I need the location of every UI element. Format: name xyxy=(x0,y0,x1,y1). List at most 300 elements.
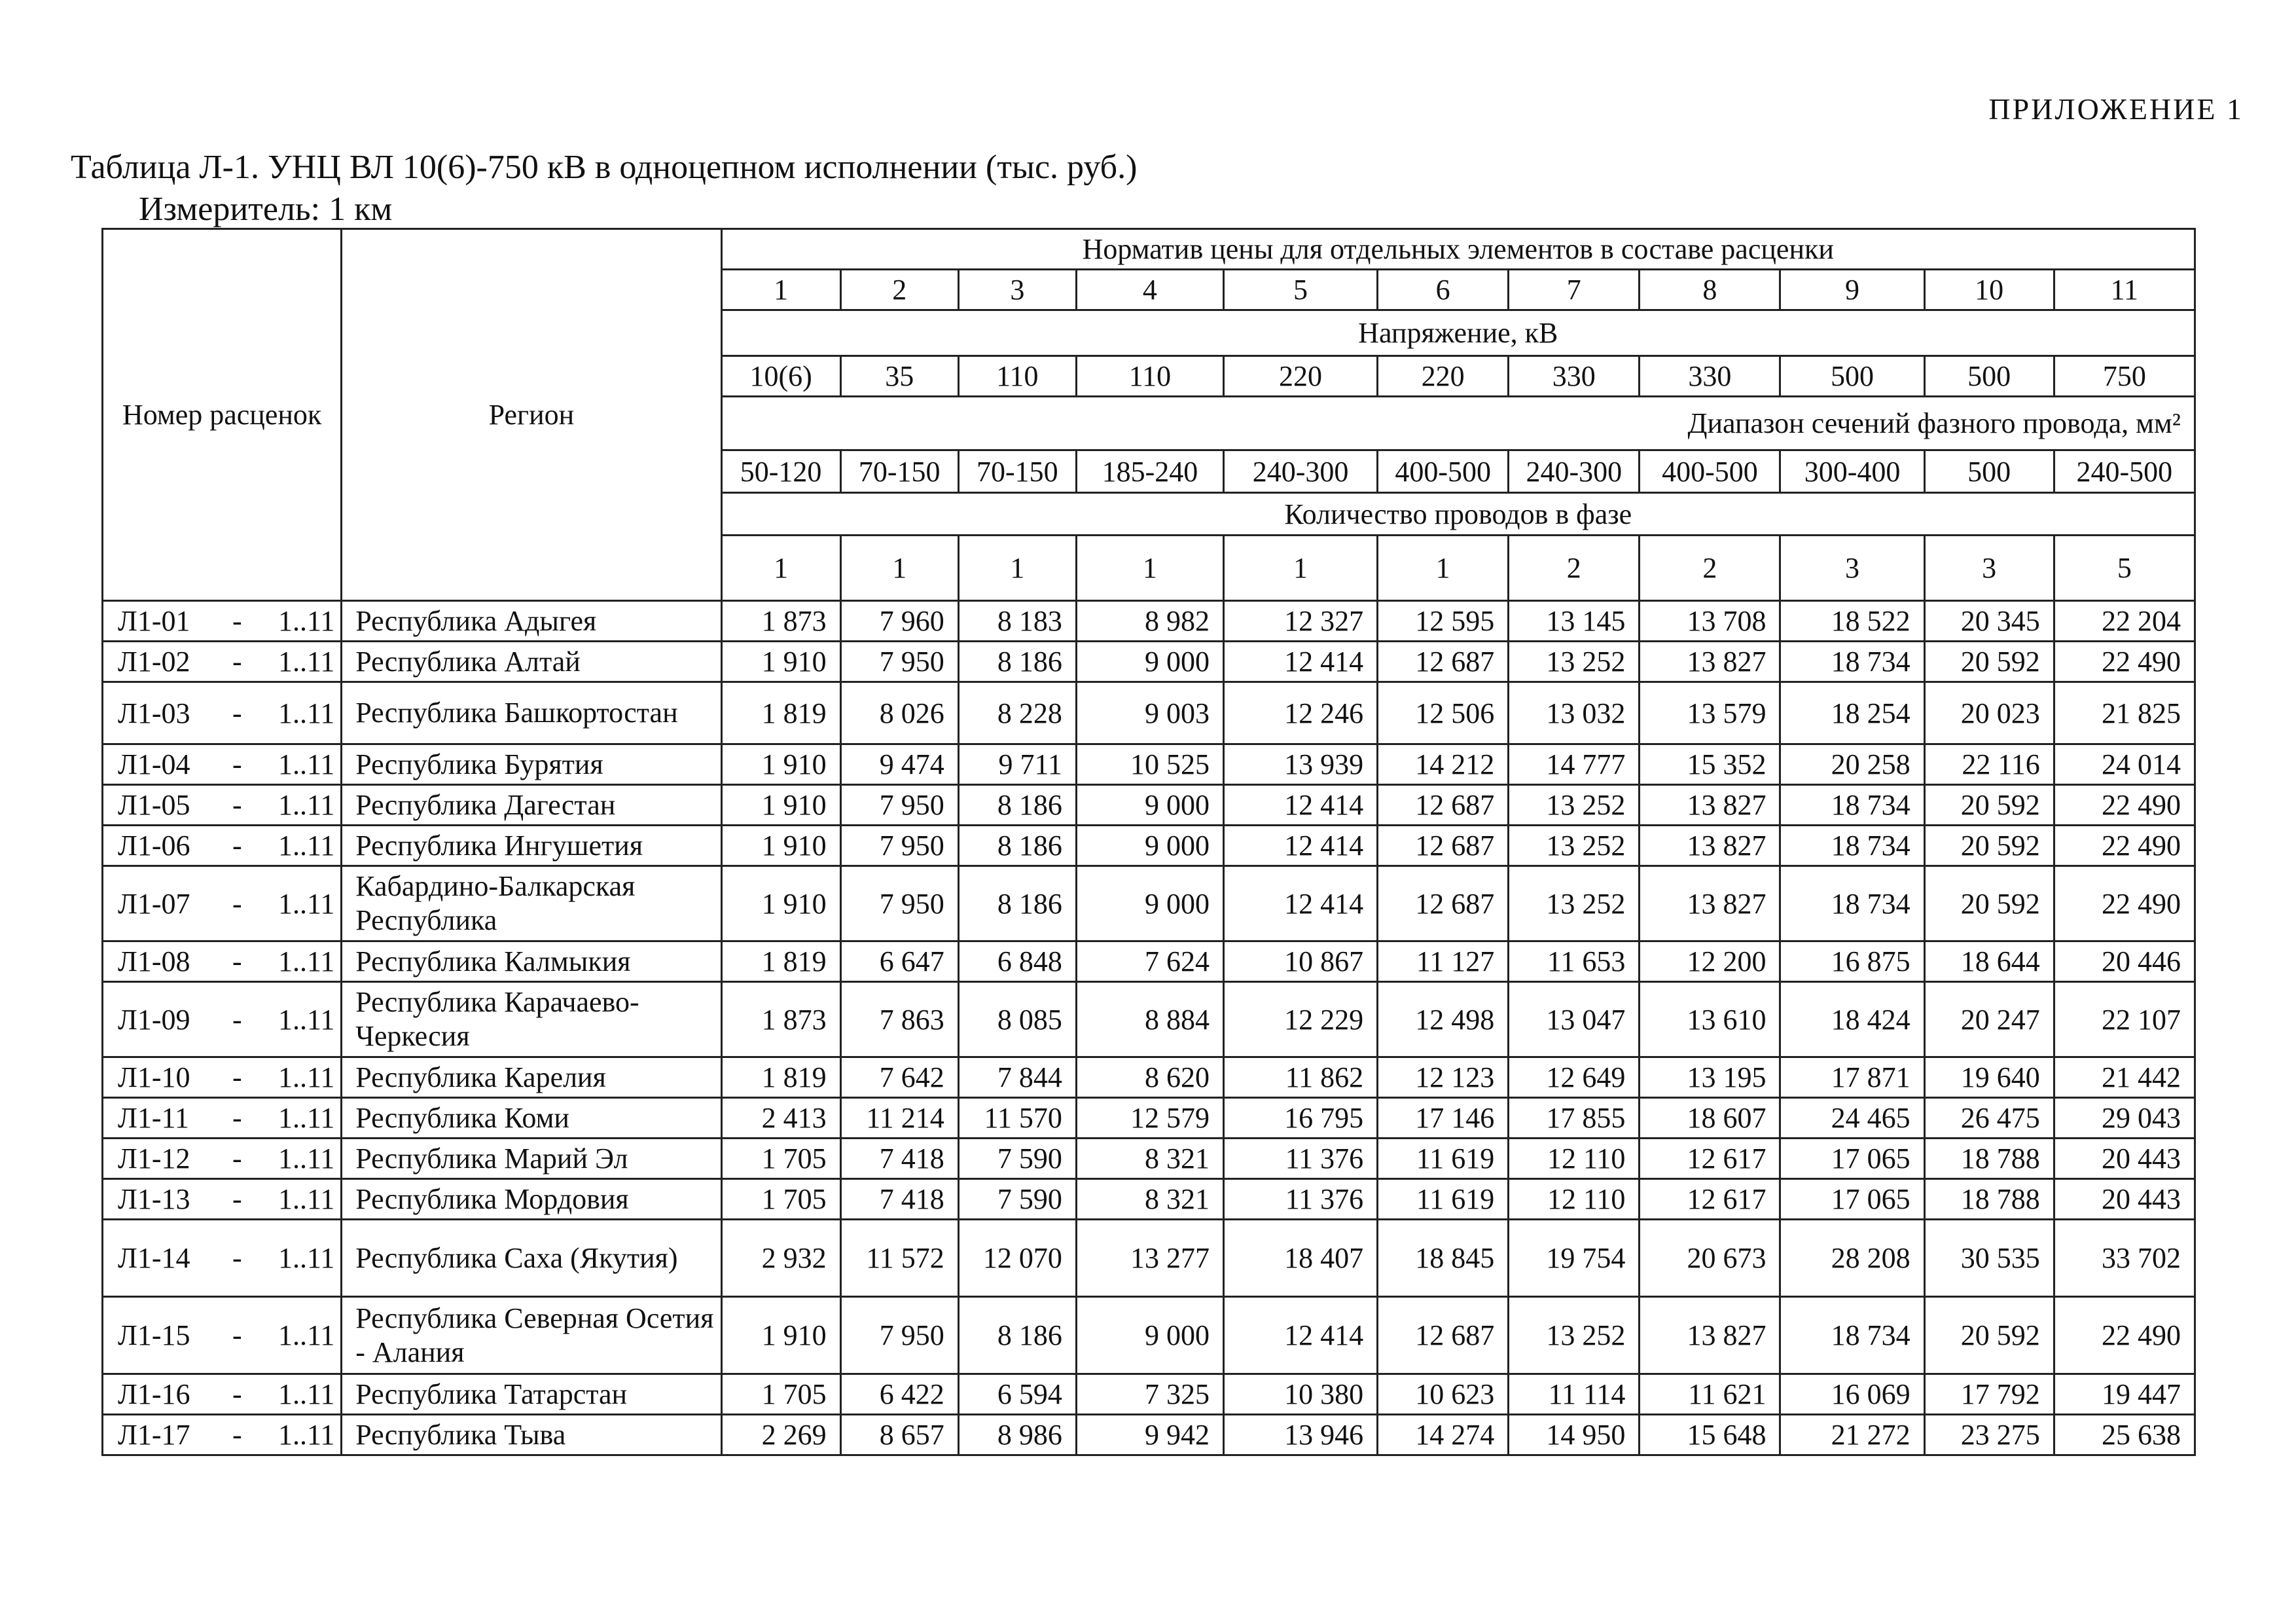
price-cell: 18 734 xyxy=(1780,866,1924,941)
price-cell: 22 490 xyxy=(2054,642,2195,682)
price-cell: 11 862 xyxy=(1223,1057,1377,1098)
price-cell: 13 252 xyxy=(1509,1297,1640,1374)
price-cell: 12 498 xyxy=(1378,982,1509,1057)
element-number-5: 5 xyxy=(1223,270,1377,310)
wire-count-4: 1 xyxy=(1076,536,1223,601)
price-cell: 18 734 xyxy=(1780,1297,1924,1374)
price-cell: 9 000 xyxy=(1076,1297,1223,1374)
price-cell: 12 414 xyxy=(1223,866,1377,941)
row-region: Республика Дагестан xyxy=(342,785,721,826)
price-cell: 30 535 xyxy=(1924,1220,2054,1297)
price-cell: 11 653 xyxy=(1509,941,1640,982)
price-cell: 8 085 xyxy=(958,982,1076,1057)
price-cell: 12 687 xyxy=(1378,1297,1509,1374)
price-cell: 13 252 xyxy=(1509,785,1640,826)
row-code xyxy=(103,982,342,1057)
price-cell: 22 116 xyxy=(1924,744,2054,785)
row-code xyxy=(103,1220,342,1297)
price-cell: 1 873 xyxy=(721,982,840,1057)
price-cell: 7 960 xyxy=(840,601,958,642)
price-cell: 18 424 xyxy=(1780,982,1924,1057)
row-code-id: Л1-08 xyxy=(118,945,190,977)
wire-count-5: 1 xyxy=(1223,536,1377,601)
price-cell: 8 183 xyxy=(958,601,1076,642)
col-header-region: Регион xyxy=(342,229,721,601)
element-number-9: 9 xyxy=(1780,270,1924,310)
price-cell: 12 123 xyxy=(1378,1057,1509,1098)
row-code-dash: - xyxy=(232,830,242,862)
row-code-id: Л1-10 xyxy=(118,1061,190,1093)
wire-count-9: 3 xyxy=(1780,536,1924,601)
price-cell: 13 827 xyxy=(1640,826,1780,866)
price-cell: 1 910 xyxy=(721,1297,840,1374)
price-cell: 8 986 xyxy=(958,1415,1076,1455)
wire-count-11: 5 xyxy=(2054,536,2195,601)
price-cell: 20 446 xyxy=(2054,941,2195,982)
col-header-code: Номер расценок xyxy=(103,229,342,601)
row-code xyxy=(103,941,342,982)
section-range-11: 240-500 xyxy=(2054,450,2195,493)
price-cell: 13 946 xyxy=(1223,1415,1377,1455)
price-cell: 13 252 xyxy=(1509,642,1640,682)
row-region: Республика Татарстан xyxy=(342,1374,721,1415)
price-cell: 8 186 xyxy=(958,785,1076,826)
table-row xyxy=(103,1057,2195,1098)
price-cell: 11 376 xyxy=(1223,1139,1377,1179)
voltage-6: 220 xyxy=(1378,356,1509,397)
row-code xyxy=(103,785,342,826)
price-cell: 7 418 xyxy=(840,1139,958,1179)
price-cell: 22 490 xyxy=(2054,785,2195,826)
row-code-id: Л1-05 xyxy=(118,789,190,821)
row-code-dash: - xyxy=(232,605,242,637)
row-region: Республика Карелия xyxy=(342,1057,721,1098)
row-code-range: 1..11 xyxy=(278,646,335,678)
wires-header: Количество проводов в фазе xyxy=(721,493,2195,536)
price-cell: 1 705 xyxy=(721,1374,840,1415)
price-cell: 29 043 xyxy=(2054,1098,2195,1139)
row-code-range: 1..11 xyxy=(278,1242,335,1274)
price-cell: 20 023 xyxy=(1924,682,2054,744)
row-code xyxy=(103,1415,342,1455)
price-cell: 13 827 xyxy=(1640,866,1780,941)
voltage-7: 330 xyxy=(1509,356,1640,397)
price-cell: 2 413 xyxy=(721,1098,840,1139)
row-code-range: 1..11 xyxy=(278,605,335,637)
price-cell: 16 875 xyxy=(1780,941,1924,982)
row-region: Республика Адыгея xyxy=(342,601,721,642)
price-cell: 8 321 xyxy=(1076,1179,1223,1220)
row-region: Кабардино-Балкарская Республика xyxy=(342,866,721,941)
voltage-5: 220 xyxy=(1223,356,1377,397)
price-cell: 19 640 xyxy=(1924,1057,2054,1098)
price-cell: 12 687 xyxy=(1378,866,1509,941)
price-cell: 9 711 xyxy=(958,744,1076,785)
price-cell: 12 200 xyxy=(1640,941,1780,982)
price-cell: 19 754 xyxy=(1509,1220,1640,1297)
price-cell: 8 186 xyxy=(958,642,1076,682)
price-cell: 12 506 xyxy=(1378,682,1509,744)
price-cell: 6 647 xyxy=(840,941,958,982)
price-cell: 1 705 xyxy=(721,1179,840,1220)
price-cell: 12 595 xyxy=(1378,601,1509,642)
price-cell: 13 032 xyxy=(1509,682,1640,744)
price-cell: 20 592 xyxy=(1924,785,2054,826)
row-code-dash: - xyxy=(232,697,242,729)
table-row xyxy=(103,744,2195,785)
wire-count-8: 2 xyxy=(1640,536,1780,601)
price-cell: 18 845 xyxy=(1378,1220,1509,1297)
row-code-id: Л1-01 xyxy=(118,605,190,637)
row-code-dash: - xyxy=(232,1003,242,1036)
row-code xyxy=(103,1098,342,1139)
price-cell: 14 777 xyxy=(1509,744,1640,785)
price-cell: 11 570 xyxy=(958,1098,1076,1139)
element-number-4: 4 xyxy=(1076,270,1223,310)
price-cell: 9 942 xyxy=(1076,1415,1223,1455)
price-cell: 10 867 xyxy=(1223,941,1377,982)
price-cell: 18 254 xyxy=(1780,682,1924,744)
price-cell: 20 592 xyxy=(1924,826,2054,866)
element-number-6: 6 xyxy=(1378,270,1509,310)
price-table xyxy=(101,228,2196,1456)
row-region: Республика Коми xyxy=(342,1098,721,1139)
section-range-3: 70-150 xyxy=(958,450,1076,493)
wire-count-2: 1 xyxy=(840,536,958,601)
price-cell: 18 734 xyxy=(1780,826,1924,866)
price-cell: 20 443 xyxy=(2054,1139,2195,1179)
row-code xyxy=(103,826,342,866)
row-code xyxy=(103,744,342,785)
price-cell: 11 619 xyxy=(1378,1139,1509,1179)
row-region: Республика Алтай xyxy=(342,642,721,682)
price-cell: 13 145 xyxy=(1509,601,1640,642)
price-cell: 12 617 xyxy=(1640,1179,1780,1220)
row-code-range: 1..11 xyxy=(278,789,335,821)
voltage-1: 10(6) xyxy=(721,356,840,397)
row-code-id: Л1-14 xyxy=(118,1242,190,1274)
price-cell: 8 982 xyxy=(1076,601,1223,642)
price-cell: 10 525 xyxy=(1076,744,1223,785)
row-code-range: 1..11 xyxy=(278,1419,335,1451)
price-cell: 17 146 xyxy=(1378,1098,1509,1139)
table-row xyxy=(103,1179,2195,1220)
price-cell: 2 269 xyxy=(721,1415,840,1455)
row-code-id: Л1-13 xyxy=(118,1183,190,1215)
row-region: Республика Тыва xyxy=(342,1415,721,1455)
price-cell: 12 110 xyxy=(1509,1139,1640,1179)
row-code-dash: - xyxy=(232,1102,242,1134)
table-title: Таблица Л-1. УНЦ ВЛ 10(6)-750 кВ в одноцепном исполнении (тыс. руб.) xyxy=(71,149,1138,186)
section-range-10: 500 xyxy=(1924,450,2054,493)
section-header: Диапазон сечений фазного провода, мм² xyxy=(721,397,2195,450)
price-cell: 7 950 xyxy=(840,866,958,941)
element-number-1: 1 xyxy=(721,270,840,310)
price-cell: 7 418 xyxy=(840,1179,958,1220)
table-row xyxy=(103,826,2195,866)
price-cell: 9 000 xyxy=(1076,642,1223,682)
table-row xyxy=(103,1297,2195,1374)
price-cell: 22 490 xyxy=(2054,866,2195,941)
row-code-range: 1..11 xyxy=(278,1003,335,1036)
price-cell: 18 788 xyxy=(1924,1179,2054,1220)
row-code xyxy=(103,1057,342,1098)
price-cell: 1 819 xyxy=(721,1057,840,1098)
price-cell: 12 649 xyxy=(1509,1057,1640,1098)
wire-count-1: 1 xyxy=(721,536,840,601)
price-cell: 6 422 xyxy=(840,1374,958,1415)
row-code xyxy=(103,1297,342,1374)
table-row xyxy=(103,601,2195,642)
price-cell: 8 657 xyxy=(840,1415,958,1455)
price-cell: 13 610 xyxy=(1640,982,1780,1057)
section-range-7: 240-300 xyxy=(1509,450,1640,493)
row-code-range: 1..11 xyxy=(278,1183,335,1215)
price-cell: 1 873 xyxy=(721,601,840,642)
row-code xyxy=(103,642,342,682)
row-code-id: Л1-06 xyxy=(118,830,190,862)
price-cell: 18 522 xyxy=(1780,601,1924,642)
price-cell: 8 884 xyxy=(1076,982,1223,1057)
row-code xyxy=(103,1139,342,1179)
price-cell: 12 687 xyxy=(1378,785,1509,826)
price-cell: 7 590 xyxy=(958,1139,1076,1179)
price-cell: 13 939 xyxy=(1223,744,1377,785)
price-cell: 21 442 xyxy=(2054,1057,2195,1098)
price-cell: 13 195 xyxy=(1640,1057,1780,1098)
price-cell: 9 000 xyxy=(1076,826,1223,866)
table-row xyxy=(103,1098,2195,1139)
wire-count-6: 1 xyxy=(1378,536,1509,601)
voltage-2: 35 xyxy=(840,356,958,397)
row-code-id: Л1-04 xyxy=(118,748,190,780)
appendix-label: ПРИЛОЖЕНИЕ 1 xyxy=(1988,92,2244,126)
price-cell: 7 844 xyxy=(958,1057,1076,1098)
section-range-5: 240-300 xyxy=(1223,450,1377,493)
price-cell: 17 871 xyxy=(1780,1057,1924,1098)
price-cell: 1 910 xyxy=(721,866,840,941)
price-cell: 18 734 xyxy=(1780,642,1924,682)
price-cell: 7 590 xyxy=(958,1179,1076,1220)
price-cell: 18 734 xyxy=(1780,785,1924,826)
price-cell: 8 228 xyxy=(958,682,1076,744)
price-cell: 33 702 xyxy=(2054,1220,2195,1297)
table-row xyxy=(103,1415,2195,1455)
price-cell: 11 619 xyxy=(1378,1179,1509,1220)
element-number-3: 3 xyxy=(958,270,1076,310)
row-code-range: 1..11 xyxy=(278,1061,335,1093)
price-cell: 7 950 xyxy=(840,642,958,682)
row-code-id: Л1-15 xyxy=(118,1319,190,1351)
row-code-range: 1..11 xyxy=(278,830,335,862)
row-code-id: Л1-07 xyxy=(118,887,190,920)
group-header: Норматив цены для отдельных элементов в составе расценки xyxy=(721,229,2195,270)
price-cell: 12 110 xyxy=(1509,1179,1640,1220)
price-cell: 17 792 xyxy=(1924,1374,2054,1415)
voltage-8: 330 xyxy=(1640,356,1780,397)
row-code-range: 1..11 xyxy=(278,748,335,780)
price-cell: 1 910 xyxy=(721,744,840,785)
price-cell: 21 825 xyxy=(2054,682,2195,744)
row-code-range: 1..11 xyxy=(278,1142,335,1175)
price-cell: 12 327 xyxy=(1223,601,1377,642)
price-cell: 13 579 xyxy=(1640,682,1780,744)
price-cell: 1 910 xyxy=(721,826,840,866)
row-code-id: Л1-02 xyxy=(118,646,190,678)
row-region: Республика Карачаево-Черкесия xyxy=(342,982,721,1057)
voltage-header: Напряжение, кВ xyxy=(721,310,2195,356)
price-cell: 7 325 xyxy=(1076,1374,1223,1415)
row-code-dash: - xyxy=(232,1242,242,1274)
price-cell: 13 277 xyxy=(1076,1220,1223,1297)
price-cell: 12 579 xyxy=(1076,1098,1223,1139)
row-code-dash: - xyxy=(232,1061,242,1093)
price-cell: 20 258 xyxy=(1780,744,1924,785)
price-cell: 7 642 xyxy=(840,1057,958,1098)
row-region: Республика Северная Осетия - Алания xyxy=(342,1297,721,1374)
table-row xyxy=(103,941,2195,982)
row-region: Республика Ингушетия xyxy=(342,826,721,866)
wire-count-7: 2 xyxy=(1509,536,1640,601)
price-cell: 20 592 xyxy=(1924,866,2054,941)
price-cell: 1 705 xyxy=(721,1139,840,1179)
price-cell: 20 673 xyxy=(1640,1220,1780,1297)
price-cell: 15 648 xyxy=(1640,1415,1780,1455)
price-cell: 11 127 xyxy=(1378,941,1509,982)
unit-label: Измеритель: 1 км xyxy=(139,191,393,228)
row-code-id: Л1-17 xyxy=(118,1419,190,1451)
price-cell: 14 212 xyxy=(1378,744,1509,785)
price-cell: 23 275 xyxy=(1924,1415,2054,1455)
price-cell: 13 047 xyxy=(1509,982,1640,1057)
price-cell: 14 274 xyxy=(1378,1415,1509,1455)
price-cell: 7 950 xyxy=(840,826,958,866)
row-code-id: Л1-03 xyxy=(118,697,190,729)
price-cell: 26 475 xyxy=(1924,1098,2054,1139)
table-row xyxy=(103,785,2195,826)
section-range-9: 300-400 xyxy=(1780,450,1924,493)
element-number-2: 2 xyxy=(840,270,958,310)
price-cell: 22 107 xyxy=(2054,982,2195,1057)
row-code-dash: - xyxy=(232,1183,242,1215)
price-cell: 22 204 xyxy=(2054,601,2195,642)
section-range-6: 400-500 xyxy=(1378,450,1509,493)
price-cell: 12 414 xyxy=(1223,785,1377,826)
row-region: Республика Марий Эл xyxy=(342,1139,721,1179)
price-cell: 25 638 xyxy=(2054,1415,2195,1455)
price-cell: 1 910 xyxy=(721,642,840,682)
price-cell: 20 592 xyxy=(1924,1297,2054,1374)
price-cell: 18 644 xyxy=(1924,941,2054,982)
row-code-dash: - xyxy=(232,945,242,977)
price-cell: 19 447 xyxy=(2054,1374,2195,1415)
row-code-id: Л1-16 xyxy=(118,1378,190,1410)
price-cell: 2 932 xyxy=(721,1220,840,1297)
price-cell: 13 827 xyxy=(1640,642,1780,682)
row-code-dash: - xyxy=(232,1378,242,1410)
price-cell: 12 414 xyxy=(1223,1297,1377,1374)
row-code-range: 1..11 xyxy=(278,1378,335,1410)
row-code xyxy=(103,1374,342,1415)
price-cell: 8 186 xyxy=(958,1297,1076,1374)
price-cell: 7 950 xyxy=(840,785,958,826)
price-cell: 7 950 xyxy=(840,1297,958,1374)
price-cell: 12 246 xyxy=(1223,682,1377,744)
row-code xyxy=(103,1179,342,1220)
row-code-dash: - xyxy=(232,887,242,920)
row-code-dash: - xyxy=(232,748,242,780)
row-code-dash: - xyxy=(232,1319,242,1351)
price-cell: 1 819 xyxy=(721,941,840,982)
price-cell: 6 848 xyxy=(958,941,1076,982)
price-cell: 18 788 xyxy=(1924,1139,2054,1179)
price-cell: 9 000 xyxy=(1076,866,1223,941)
section-range-2: 70-150 xyxy=(840,450,958,493)
voltage-10: 500 xyxy=(1924,356,2054,397)
wire-count-10: 3 xyxy=(1924,536,2054,601)
price-cell: 21 272 xyxy=(1780,1415,1924,1455)
price-cell: 6 594 xyxy=(958,1374,1076,1415)
table-row xyxy=(103,642,2195,682)
price-cell: 17 065 xyxy=(1780,1179,1924,1220)
price-cell: 8 026 xyxy=(840,682,958,744)
price-cell: 8 321 xyxy=(1076,1139,1223,1179)
price-cell: 13 827 xyxy=(1640,785,1780,826)
row-code-dash: - xyxy=(232,646,242,678)
table-row xyxy=(103,1139,2195,1179)
price-cell: 24 014 xyxy=(2054,744,2195,785)
price-cell: 8 620 xyxy=(1076,1057,1223,1098)
table-row xyxy=(103,866,2195,941)
table-row xyxy=(103,982,2195,1057)
element-number-11: 11 xyxy=(2054,270,2195,310)
row-code xyxy=(103,601,342,642)
price-cell: 16 069 xyxy=(1780,1374,1924,1415)
price-cell: 22 490 xyxy=(2054,826,2195,866)
price-cell: 20 592 xyxy=(1924,642,2054,682)
header-row-group xyxy=(103,229,2195,270)
voltage-11: 750 xyxy=(2054,356,2195,397)
row-code-range: 1..11 xyxy=(278,697,335,729)
price-cell: 9 003 xyxy=(1076,682,1223,744)
section-range-4: 185-240 xyxy=(1076,450,1223,493)
price-cell: 20 247 xyxy=(1924,982,2054,1057)
row-region: Республика Бурятия xyxy=(342,744,721,785)
price-cell: 17 855 xyxy=(1509,1098,1640,1139)
table-row xyxy=(103,682,2195,744)
price-cell: 20 345 xyxy=(1924,601,2054,642)
price-cell: 12 414 xyxy=(1223,826,1377,866)
price-cell: 16 795 xyxy=(1223,1098,1377,1139)
voltage-3: 110 xyxy=(958,356,1076,397)
row-code xyxy=(103,682,342,744)
price-cell: 11 214 xyxy=(840,1098,958,1139)
table-row xyxy=(103,1220,2195,1297)
price-cell: 13 708 xyxy=(1640,601,1780,642)
voltage-9: 500 xyxy=(1780,356,1924,397)
price-cell: 11 114 xyxy=(1509,1374,1640,1415)
price-cell: 9 000 xyxy=(1076,785,1223,826)
price-cell: 7 624 xyxy=(1076,941,1223,982)
price-cell: 14 950 xyxy=(1509,1415,1640,1455)
row-code-range: 1..11 xyxy=(278,945,335,977)
price-cell: 12 687 xyxy=(1378,826,1509,866)
row-region: Республика Калмыкия xyxy=(342,941,721,982)
price-cell: 20 443 xyxy=(2054,1179,2195,1220)
voltage-4: 110 xyxy=(1076,356,1223,397)
price-cell: 11 376 xyxy=(1223,1179,1377,1220)
row-code-range: 1..11 xyxy=(278,1102,335,1134)
